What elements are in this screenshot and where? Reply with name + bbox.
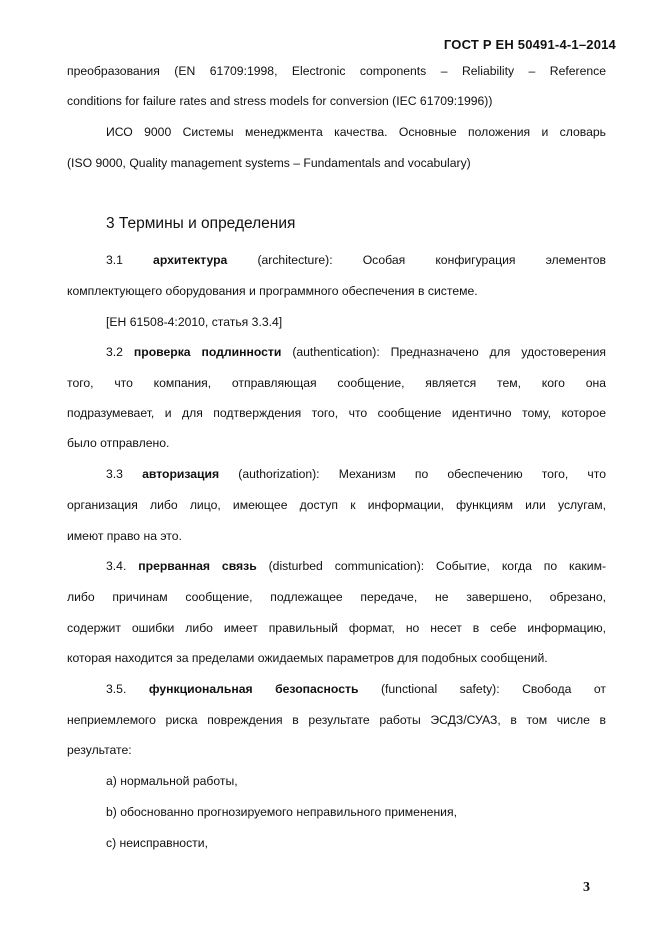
definition-line: было отправлено. [67,436,170,450]
clause-number: 3.4. [106,559,127,573]
definition-line: результате: [67,743,132,757]
definition-line: комплектующего оборудования и программного обеспечения в системе. [67,284,478,298]
term: прерванная связь [138,559,257,573]
definition-3-4 [106,558,606,574]
definition-text: (authentication): Предназначено для удостоверения [292,345,607,359]
reference-line: преобразования (EN 61709:1998, Electronic components – Reliability – Reference [67,64,606,78]
page-number: 3 [583,880,590,895]
definition-3-3 [106,466,606,482]
definition-source: [ЕН 61508-4:2010, статья 3.3.4] [106,315,283,329]
definition-line: организация либо лицо, имеющее доступ к информации, функциям или услугам, [67,498,606,512]
list-item: b) обоснованно прогнозируемого неправильного применения, [106,805,457,819]
definition-line: имеют право на это. [67,529,182,543]
definition-line: которая находится за пределами ожидаемых параметров для подобных сообщений. [67,651,548,665]
term: архитектура [153,253,228,267]
term: авторизация [142,467,220,481]
definition-line: того, что компания, отправляющая сообщение, является тем, кого она [67,376,606,390]
section-heading: 3 Термины и определения [106,215,296,232]
definition-3-5 [106,681,606,697]
definition-3-1 [106,252,606,268]
reference-line: (ISO 9000, Quality management systems – Fundamentals and vocabulary) [67,156,471,170]
definition-text: (architecture): Особая конфигурация элементов [257,253,607,267]
document-code-header: ГОСТ Р ЕН 50491-4-1–2014 [443,37,616,52]
clause-number: 3.2 [106,345,123,359]
definition-line: содержит ошибки либо имеет правильный формат, но несет в себе информацию, [67,621,606,635]
definition-text: (authorization): Механизм по обеспечению того, что [238,467,606,481]
definition-line: либо причинам сообщение, подлежащее передаче, не завершено, обрезано, [67,590,606,604]
reference-line: conditions for failure rates and stress models for conversion (IEC 61709:1996)) [67,94,493,108]
definition-line: неприемлемого риска повреждения в результате работы ЭСДЗ/СУАЗ, в том числе в [67,713,606,727]
list-item: а) нормальной работы, [106,774,238,788]
definition-text: (disturbed communication): Событие, когда по каким- [268,559,607,573]
clause-number: 3.3 [106,467,123,481]
term: проверка подлинности [133,345,282,359]
list-item: с) неисправности, [106,836,208,850]
term: функциональная безопасность [148,682,359,696]
clause-number: 3.5. [106,682,127,696]
clause-number: 3.1 [106,253,123,267]
definition-text: (functional safety): Свобода от [380,682,606,696]
definition-line: подразумевает, и для подтверждения того, что сообщение идентично тому, которое [67,406,606,420]
definition-3-2 [106,344,606,360]
reference-line: ИСО 9000 Системы менеджмента качества. Основные положения и словарь [106,125,606,139]
